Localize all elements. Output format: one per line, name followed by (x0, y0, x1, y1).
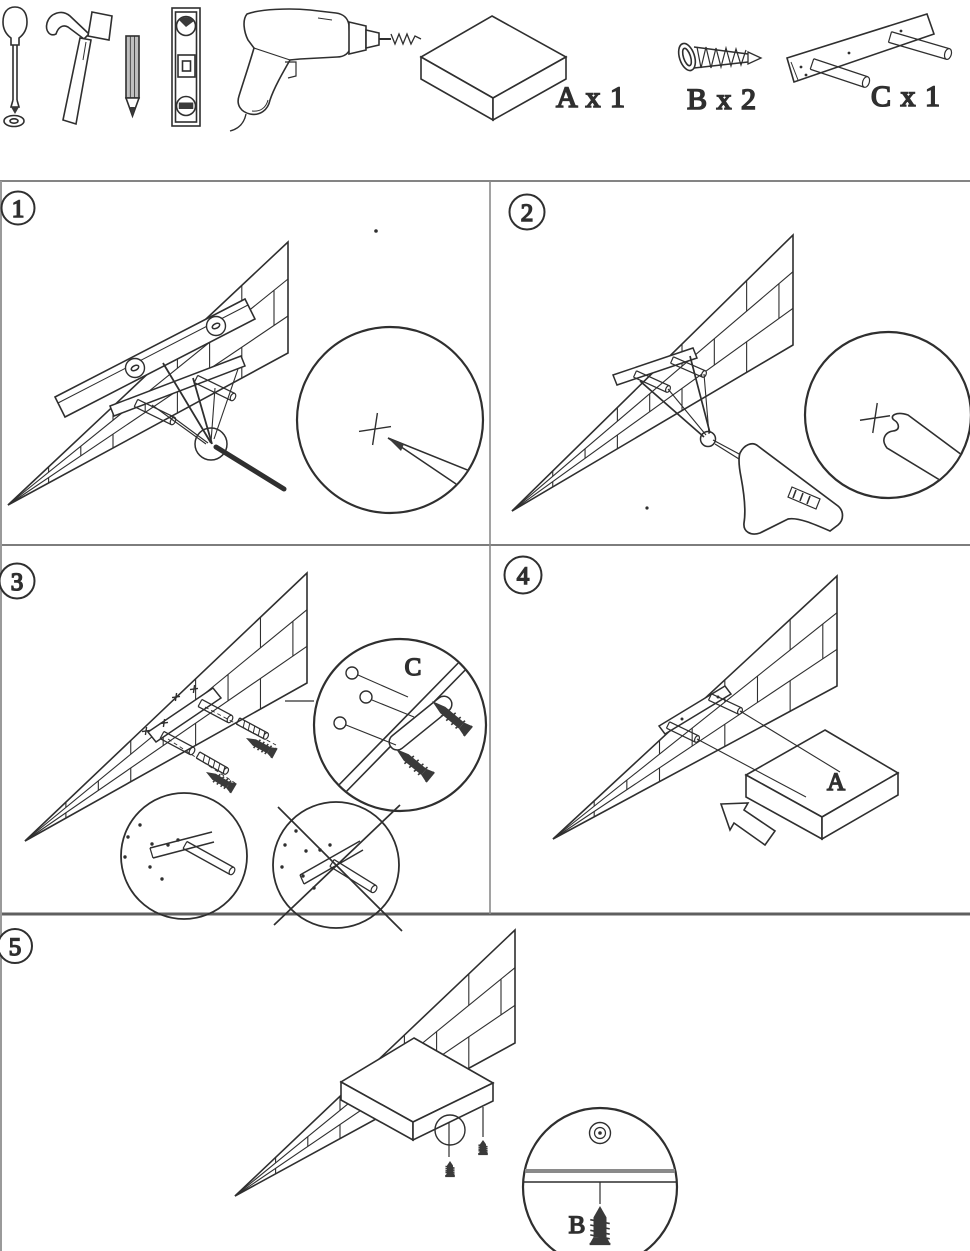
step-5-panel (0, 929, 677, 1251)
step-5-number: 5 (8, 934, 22, 961)
step-4-panel (505, 557, 899, 846)
shelf-label-a: A (826, 769, 846, 796)
pencil-marking (216, 447, 284, 489)
step-1-badge (2, 192, 35, 225)
bracket-label-c: C (404, 654, 422, 681)
step-3-number: 3 (10, 569, 24, 596)
tools-row (3, 7, 421, 131)
hammer-icon (47, 12, 112, 124)
magnifier-drill-detail (805, 332, 970, 498)
screw-icon (676, 41, 761, 72)
part-a-qty-label: A x 1 (555, 81, 627, 114)
bracket-icon (787, 14, 953, 88)
part-c-qty-label: C x 1 (870, 80, 942, 113)
speck (645, 506, 648, 509)
inset-wrong-mount (273, 802, 402, 931)
inset-correct-mount (121, 793, 247, 919)
step-3-badge (0, 564, 35, 599)
step-2-panel (510, 195, 970, 534)
screw-b-small (445, 1161, 455, 1176)
brick-wall (25, 573, 307, 841)
shelf-board-icon (421, 16, 566, 120)
step-4-number: 4 (516, 563, 530, 590)
mark-point-circle (195, 428, 227, 460)
part-b-qty-label: B x 2 (686, 83, 758, 116)
screw-label-b: B (568, 1212, 586, 1239)
parts-row (421, 14, 953, 120)
spirit-level-icon (172, 8, 200, 126)
pencil-icon (126, 36, 139, 116)
step-2-number: 2 (520, 200, 534, 227)
drill-point-circle (701, 432, 716, 447)
step-1-panel (2, 192, 484, 514)
screwdriver-icon (3, 7, 27, 127)
step-1-number: 1 (11, 196, 25, 223)
magnifier-screw-detail (523, 1108, 677, 1251)
step-4-badge (505, 557, 542, 594)
shelf-board-a (746, 730, 898, 839)
screw-b-small (478, 1140, 488, 1154)
step-2-badge (510, 195, 545, 230)
step-5-badge (0, 929, 32, 963)
magnifier-mark-detail (297, 327, 483, 513)
power-drill-icon (230, 9, 421, 131)
magnifier-bracket-detail (314, 639, 486, 811)
speck (374, 229, 378, 233)
step-3-panel (0, 564, 486, 932)
